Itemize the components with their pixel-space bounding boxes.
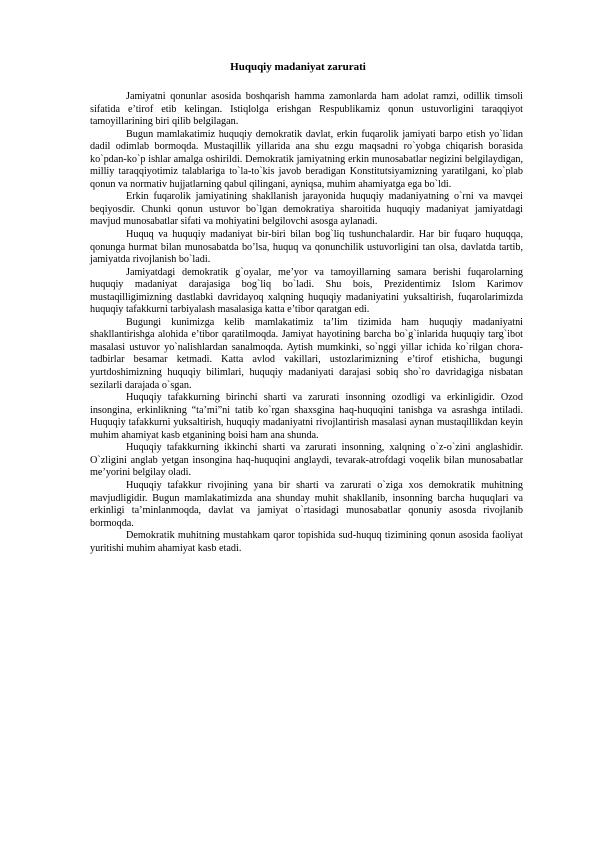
paragraph: Jamiyatni qonunlar asosida boshqarish hamma zamonlarda ham adolat ramzi, odillik timsoli sifatida e’tirof etib kelingan. Istiqlolga erishgan Respublikamiz qonun ustuvorligini taraqqiyot tamoyillarining biri qilib belgilagan. — [90, 91, 523, 128]
paragraph: Huquqiy tafakkurning ikkinchi sharti va zarurati insonning, xalqning o`z-o`zini anglashidir. O`zligini anglab yetgan insongina haq-huquqini anglaydi, tevarak-atrofdagi voqelik bilan munosabatlar me’yorini belgilay oladi. — [90, 442, 523, 479]
paragraph: Huquqiy tafakkurning birinchi sharti va zarurati insonning ozodligi va erkinligidir. Ozod insongina, erkinlikning “ta’mi”ni tatib ko`rgan shaxsgina haq-huquqini tanishga va asrashga intiladi. Huquqiy tafakkurni yuksaltirish, huquqiy madaniyatni rivojlantirish masalasi aynan mustaqillikdan keyin muhim ahamiyat kasb etganining boisi ham ana shunda. — [90, 392, 523, 441]
paragraph: Bugun mamlakatimiz huquqiy demokratik davlat, erkin fuqarolik jamiyati barpo etish yo`lidan dadil odimlab bormoqda. Mustaqillik yillarida ana shu ezgu maqsadni ro`yobga chiqarish borasida ko`pdan-ko`p ishlar amalga oshirildi. Demokratik jamiyatning erkin munosabatlar negizini belgilaydigan, milliy taraqqiyotimiz talablariga to`la-to`kis javob beradigan Konstitutsiyamizning yaratilgani, ko`plab qonun va normativ hujjatlarning qabul qilingani, ayniqsa, muhim ahamiyatga ega bo`ldi. — [90, 128, 523, 190]
paragraph: Jamiyatdagi demokratik g`oyalar, me’yor va tamoyillarning samara berishi fuqarolarning huquqiy madaniyat darajasiga bog`liq bo`ladi. Shu bois, Prezidentimiz Islom Karimov mustaqilligimizning dastlabki davridayoq xalqning huquqiy madaniyatini yuksaltirish, fuqarolarimizda huquqiy tafakkurni tarbiyalash masalasiga katta e’tibor qaratgan edi. — [90, 266, 523, 316]
paragraph: Huquqiy tafakkur rivojining yana bir sharti va zarurati o`ziga xos demokratik muhitning mavjudligidir. Bugun mamlakatimizda ana shunday muhit shakllanib, insonning barcha huquqlari va erkinligi ta’minlanmoqda, davlat va jamiyat o`rtasidagi munosabatlar qonuniy asosda rivojlanib bormoqda. — [90, 479, 523, 529]
document-body — [90, 91, 523, 555]
paragraph: Bugungi kunimizga kelib mamlakatimiz ta’lim tizimida ham huquqiy madaniyatni shakllantirishga alohida e’tibor qaratilmoqda. Jamiyat hayotining barcha bo`g`inlarida huquqiy targ`ibot masalasi ustuvor yo`nalishlardan sanalmoqda. Aytish mumkinki, so`nggi yillar ichida ko`rilgan chora-tadbirlar besamar ketmadi. Katta avlod vakillari, ustozlarimizning e’tirof etishicha, bugungi yurtdoshimizning huquqiy bilimlari, huquqiy madaniyati darajasi sobiq sho`ro davridagiga nisbatan sezilarli darajada o`sgan. — [90, 316, 523, 391]
page-title: Huquqiy madaniyat zarurati — [230, 61, 366, 73]
paragraph: Demokratik muhitning mustahkam qaror topishida sud-huquq tizimining qonun asosida faoliyat yuritishi muhim ahamiyat kasb etadi. — [90, 530, 523, 554]
paragraph: Huquq va huquqiy madaniyat bir-biri bilan bog`liq tushunchalardir. Har bir fuqaro huquqqa, qonunga hurmat bilan munosabatda bo’lsa, huquq va qonunchilik ustuvorligini tan olsa, davlatda tartib, jamiyatda rivojlanish bo`ladi. — [90, 229, 523, 266]
paragraph: Erkin fuqarolik jamiyatining shakllanish jarayonida huquqiy madaniyatning o`rni va mavqei beqiyosdir. Chunki qonun ustuvor bo`lgan demokratiya sharoitida huquqiy madaniyat jamiyatdagi mavjud munosabatlar sifati va mohiyatini belgilovchi asosga aylanadi. — [90, 191, 523, 228]
